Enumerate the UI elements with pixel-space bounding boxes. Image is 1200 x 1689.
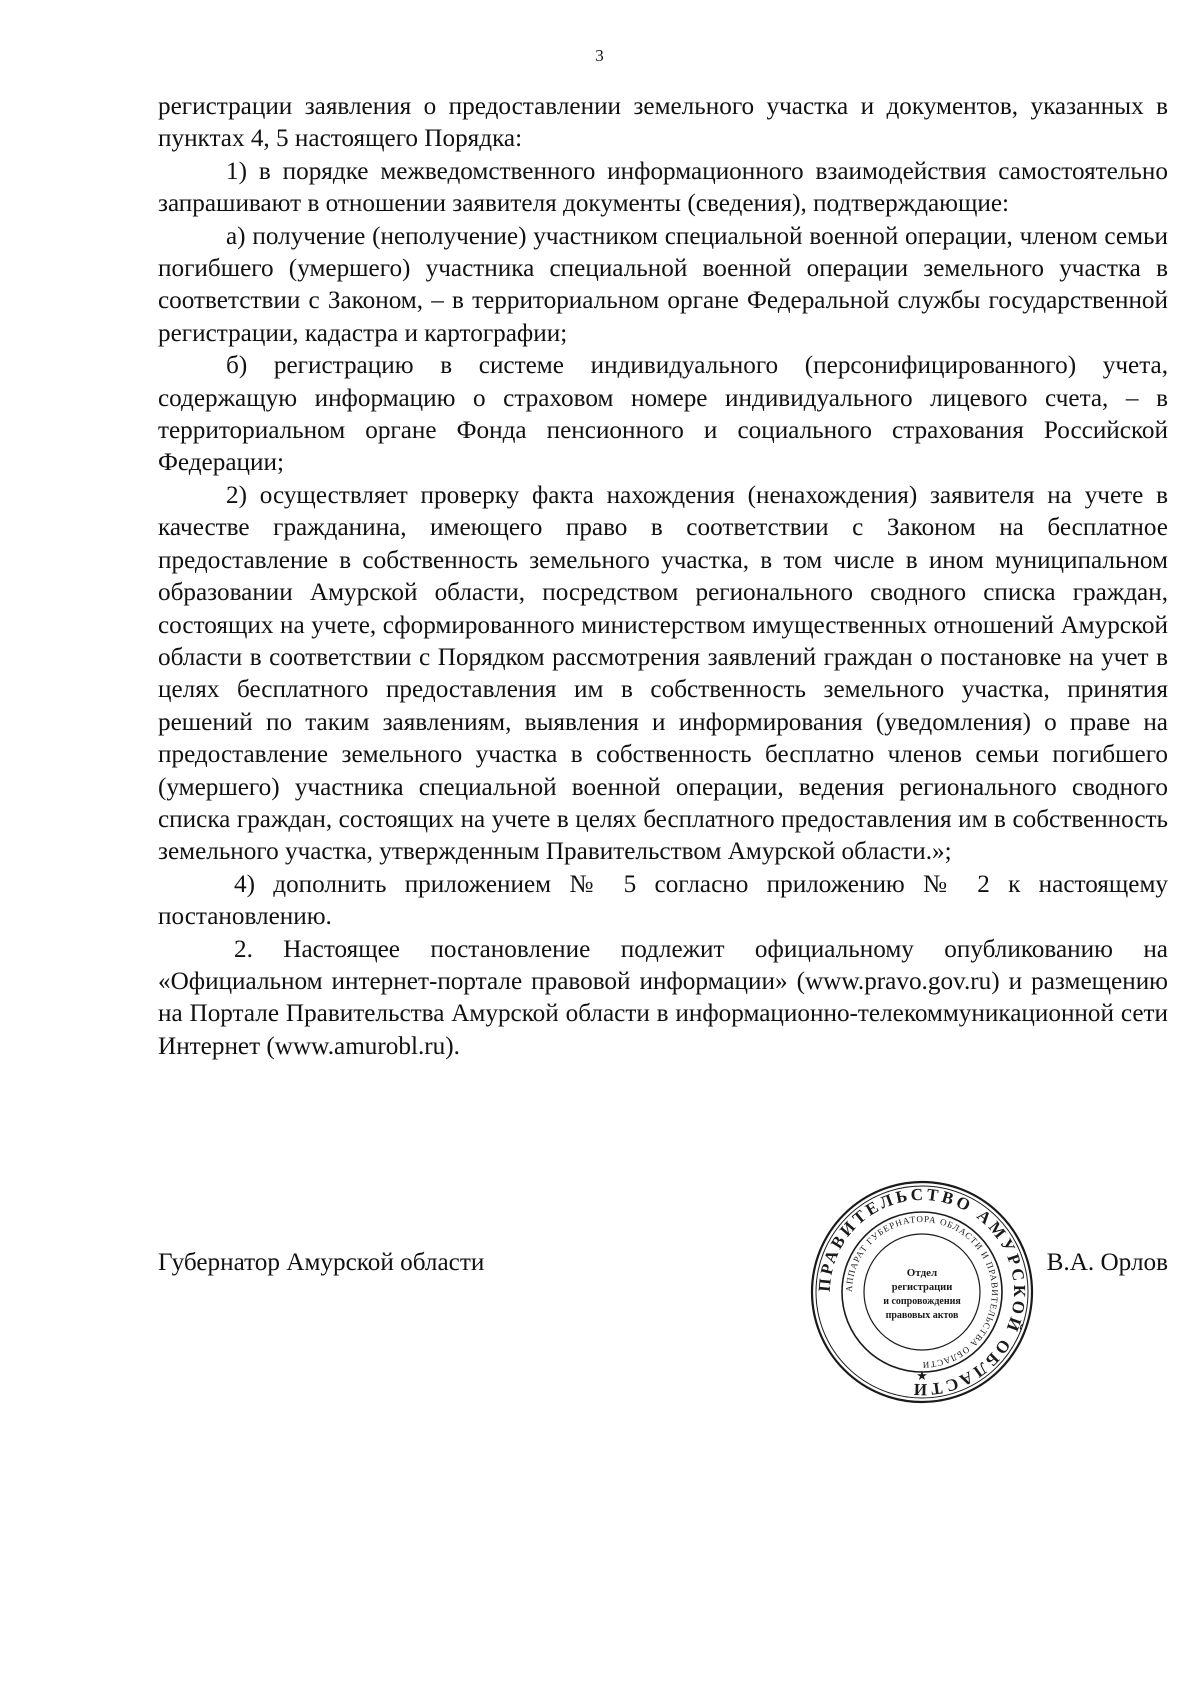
paragraph-continuation: регистрации заявления о предоставлении земельного участка и документов, указанных в пунктах 4, 5 настоящего Порядка: [158,93,1168,153]
seal-center-line-1: Отдел [906,1267,938,1279]
document-body [158,91,1168,1063]
seal-star-icon: ★ [916,1368,928,1383]
seal-center-line-4: правовых актов [885,1310,959,1321]
paragraph-item-1: 1) в порядке межведомственного информационного взаимодействия самостоятельно запрашивают в отношении заявителя документы (сведения), подтверждающие: [158,157,1168,218]
paragraph-item-2: 2) осуществляет проверку факта нахождения (ненахождения) заявителя на учете в качестве гражданина, имеющего право в соответствии с Законом на бесплатное предоставление в собственность земельного участка, в том числе в ином муниципальном образовании Амурской области, посредством регионального сводного списка граждан, состоящих на учете, сформированного министерством имущественных отношений Амурской области в соответствии с Порядком рассмотрения заявлений граждан о постановке на учет в целях бесплатного предоставления им в собственность земельного участка, принятия решений по таким заявлениям, выявления и информирования (уведомления) о праве на предоставление земельного участка в собственность бесплатно членов семьи погибшего (умершего) участника специальной военной операции, ведения регионального сводного списка граждан, состоящих на учете в целях бесплатного предоставления им в собственность земельного участка, утвержденным Правительством Амурской области.»; [158,481,1168,866]
paragraph-item-b: б) регистрацию в системе индивидуального (персонифицированного) учета, содержащую информацию о страховом номере индивидуального лицевого счета, – в территориальном органе Фонда пенсионного и социального страхования Российской Федерации; [158,352,1168,477]
official-seal [808,1178,1036,1406]
page-number: 3 [595,46,605,65]
paragraph-item-4: 4) дополнить приложением № 5 согласно приложению № 2 к настоящему постановлению. [158,870,1168,931]
seal-inner-ring-text: АППАРАТ ГУБЕРНАТОРА ОБЛАСТИ И ПРАВИТЕЛЬСТВА ОБЛАСТИ [843,1213,1001,1371]
paragraph-item-a: а) получение (неполучение) участником специальной военной операции, членом семьи погибшего (умершего) участника специальной военной операции земельного участка в соответствии с Законом, – в территориальном органе Федеральной службы государственной регистрации, кадастра и картографии; [158,222,1168,347]
seal-center-line-3: и сопровождения [883,1296,961,1307]
signatory-title: Губернатор Амурской области [158,1249,485,1276]
paragraph-clause-2: 2. Настоящее постановление подлежит официальному опубликованию на «Официальном интернет-портале правовой информации» (www.pravo.gov.ru) и размещению на Портале Правительства Амурской области в информационно-телекоммуникационной сети Интернет (www.amurobl.ru). [158,935,1168,1060]
seal-center-line-2: регистрации [891,1282,953,1293]
signatory-name: В.А. Орлов [1046,1249,1168,1276]
seal-outer-text: ПРАВИТЕЛЬСТВО АМУРСКОЙ ОБЛАСТИ [814,1184,1030,1400]
